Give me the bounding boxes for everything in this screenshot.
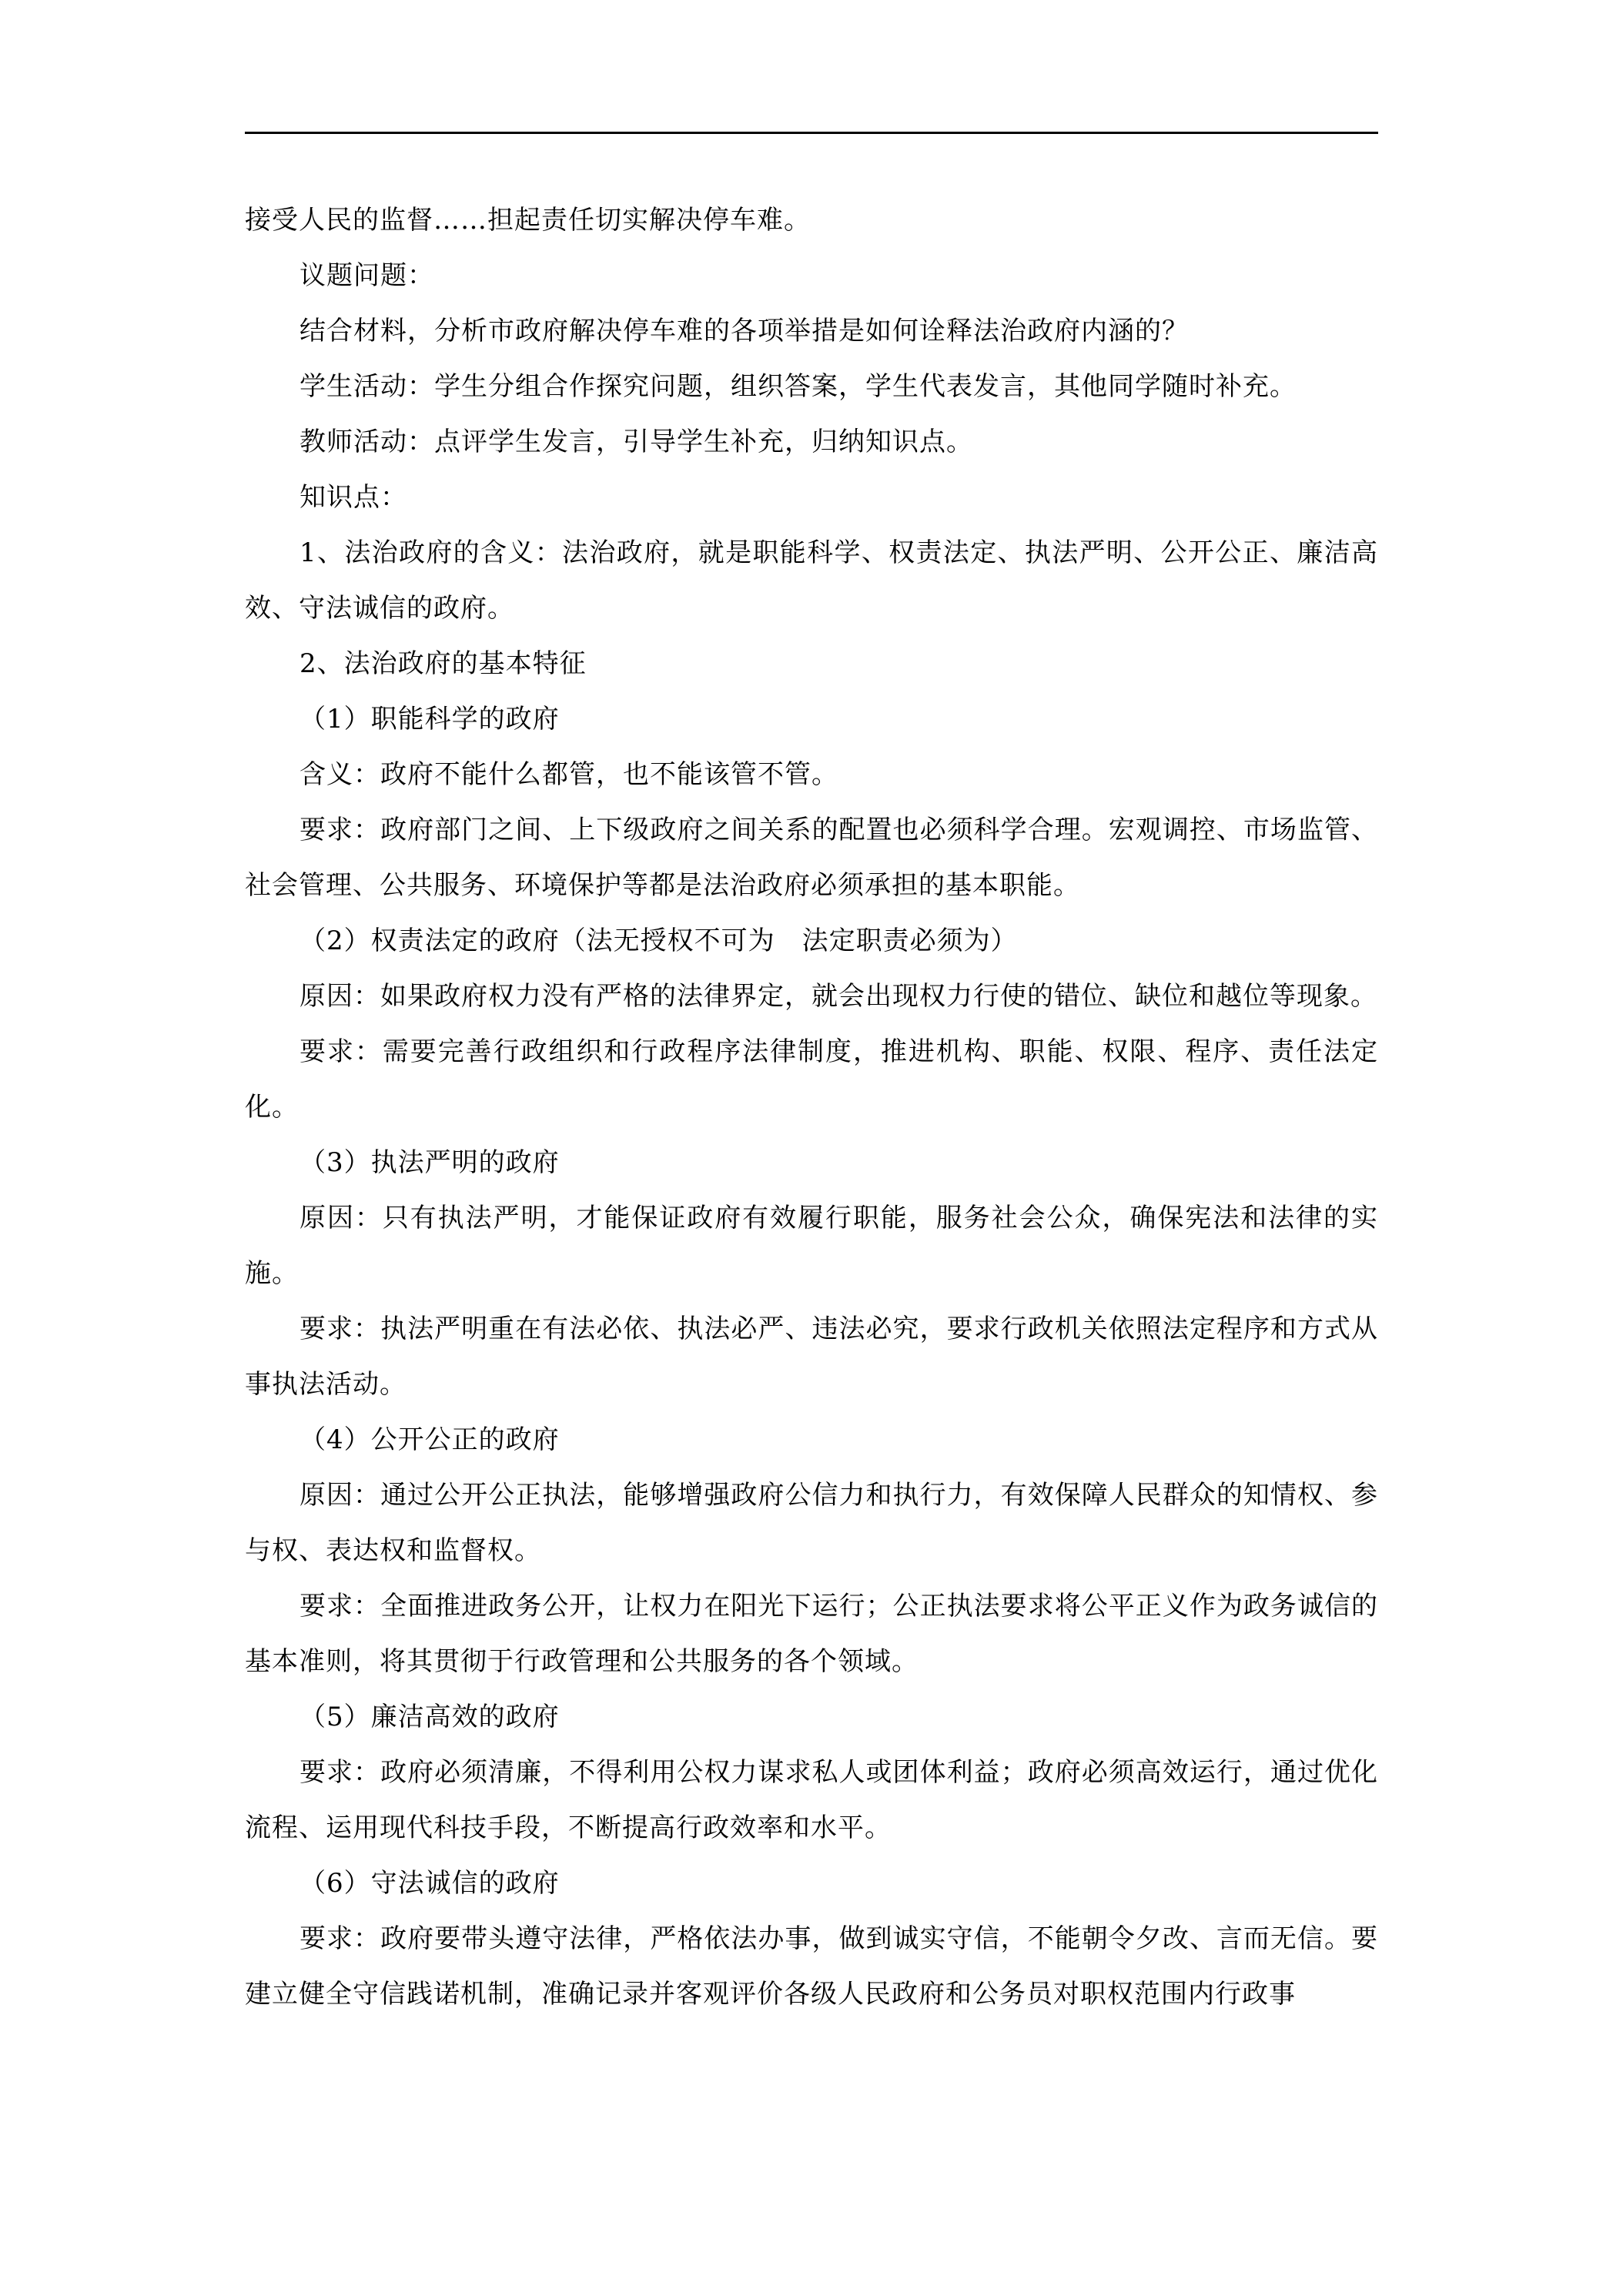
header-rule	[245, 132, 1378, 134]
section-heading: （2）权责法定的政府（法无授权不可为 法定职责必须为）	[300, 925, 1018, 956]
paragraph: 2、法治政府的基本特征	[300, 648, 587, 679]
paragraph: 要求：需要完善行政组织和行政程序法律制度，推进机构、职能、权限、程序、责任法定化。	[245, 1036, 1378, 1123]
section-heading: （3）执法严明的政府	[300, 1147, 560, 1178]
paragraph: 原因：通过公开公正执法，能够增强政府公信力和执行力，有效保障人民群众的知情权、参与权、表达权和监督权。	[245, 1480, 1378, 1566]
section-heading: （4）公开公正的政府	[300, 1424, 560, 1455]
paragraph: 要求：政府要带头遵守法律，严格依法办事，做到诚实守信，不能朝令夕改、言而无信。要建立健全守信践诺机制，准确记录并客观评价各级人民政府和公务员对职权范围内行政事	[245, 1923, 1378, 2010]
paragraph: 教师活动：点评学生发言，引导学生补充，归纳知识点。	[300, 427, 973, 457]
paragraph: 要求：政府部门之间、上下级政府之间关系的配置也必须科学合理。宏观调控、市场监管、社会管理、公共服务、环境保护等都是法治政府必须承担的基本职能。	[245, 815, 1378, 901]
paragraph: 原因：如果政府权力没有严格的法律界定，就会出现权力行使的错位、缺位和越位等现象。	[300, 981, 1377, 1012]
section-heading: （1）职能科学的政府	[300, 704, 560, 735]
paragraph: 接受人民的监督……担起责任切实解决停车难。	[245, 205, 811, 236]
paragraph: 要求：执法严明重在有法必依、执法必严、违法必究，要求行政机关依照法定程序和方式从事执法活动。	[245, 1314, 1378, 1400]
paragraph: 1、法治政府的含义：法治政府，就是职能科学、权责法定、执法严明、公开公正、廉洁高效、守法诚信的政府。	[245, 537, 1378, 624]
paragraph: 要求：全面推进政务公开，让权力在阳光下运行；公正执法要求将公平正义作为政务诚信的基本准则，将其贯彻于行政管理和公共服务的各个领域。	[245, 1591, 1378, 1677]
document-body	[245, 192, 1378, 2022]
paragraph: 原因：只有执法严明，才能保证政府有效履行职能，服务社会公众，确保宪法和法律的实施。	[245, 1203, 1378, 1289]
section-heading: （6）守法诚信的政府	[300, 1868, 560, 1899]
paragraph: 含义：政府不能什么都管，也不能该管不管。	[300, 759, 838, 790]
paragraph: 知识点：	[300, 482, 407, 513]
paragraph: 要求：政府必须清廉，不得利用公权力谋求私人或团体利益；政府必须高效运行，通过优化流程、运用现代科技手段，不断提高行政效率和水平。	[245, 1757, 1378, 1843]
paragraph: 结合材料，分析市政府解决停车难的各项举措是如何诠释法治政府内涵的？	[300, 316, 1189, 346]
paragraph: 学生活动：学生分组合作探究问题，组织答案，学生代表发言，其他同学随时补充。	[300, 371, 1297, 402]
paragraph: 议题问题：	[300, 260, 434, 291]
section-heading: （5）廉洁高效的政府	[300, 1702, 560, 1732]
